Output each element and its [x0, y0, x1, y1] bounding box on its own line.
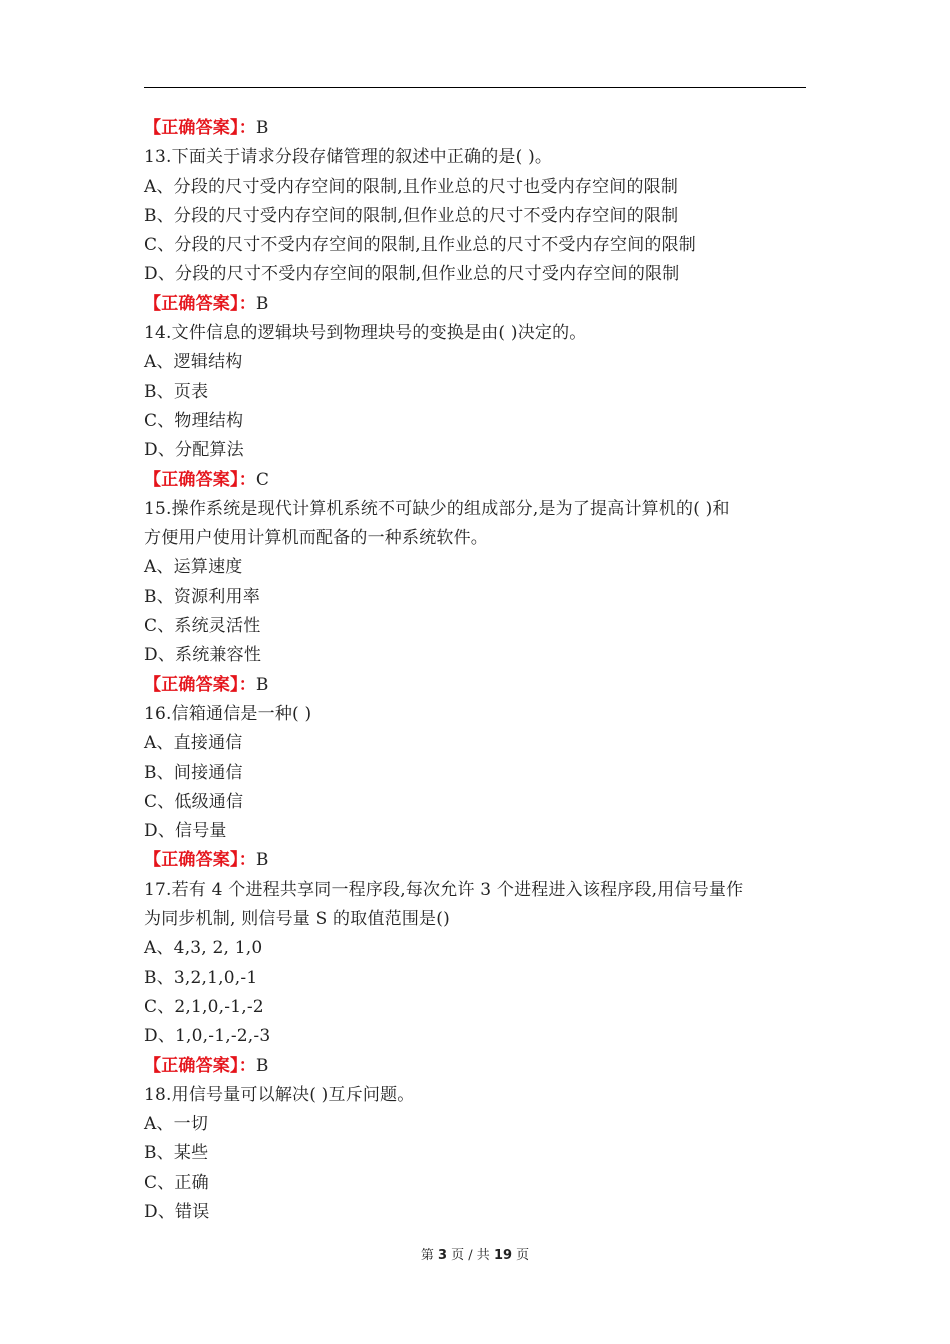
answer-value: C	[255, 469, 270, 490]
answer-line	[144, 290, 808, 319]
answer-label: 【正确答案】：	[144, 469, 256, 490]
option-d: D、1,0,-1,-2,-3	[144, 1026, 271, 1047]
option-b: B、分段的尺寸受内存空间的限制,但作业总的尺寸不受内存空间的限制	[144, 205, 679, 226]
answer-value: B	[255, 293, 269, 314]
current-page-number: 3	[437, 1248, 448, 1263]
answer-label: 【正确答案】：	[144, 850, 256, 871]
footer-prefix: 第	[420, 1248, 438, 1263]
answer-line	[144, 671, 808, 700]
option-c: C、2,1,0,-1,-2	[144, 996, 264, 1017]
answer-label: 【正确答案】：	[144, 674, 256, 695]
option-d: D、信号量	[144, 821, 227, 842]
answer-line	[144, 846, 808, 875]
question-17-continued: 为同步机制, 则信号量 S 的取值范围是()	[144, 909, 450, 930]
question-13: 13.下面关于请求分段存储管理的叙述中正确的是( )。	[144, 147, 553, 168]
answer-line	[144, 114, 808, 143]
question-14: 14.文件信息的逻辑块号到物理块号的变换是由( )决定的。	[144, 323, 587, 344]
total-page-number: 19	[493, 1248, 513, 1263]
option-c: C、分段的尺寸不受内存空间的限制,且作业总的尺寸不受内存空间的限制	[144, 235, 697, 256]
answer-value: B	[255, 674, 269, 695]
question-16: 16.信箱通信是一种( )	[144, 703, 312, 724]
option-b: B、间接通信	[144, 762, 243, 783]
page-content	[144, 114, 808, 1227]
option-d: D、分段的尺寸不受内存空间的限制,但作业总的尺寸受内存空间的限制	[144, 264, 680, 285]
answer-value: B	[255, 118, 269, 138]
option-b: B、页表	[144, 381, 209, 402]
answer-label: 【正确答案】：	[144, 118, 256, 138]
footer-suffix: 页	[512, 1248, 530, 1263]
question-18: 18.用信号量可以解决( )互斥问题。	[144, 1084, 415, 1105]
page-footer	[0, 1244, 950, 1263]
option-d: D、系统兼容性	[144, 645, 262, 666]
option-a: A、4,3, 2, 1,0	[144, 938, 263, 959]
header-rule	[144, 87, 806, 88]
option-c: C、系统灵活性	[144, 616, 261, 637]
option-a: A、分段的尺寸受内存空间的限制,且作业总的尺寸也受内存空间的限制	[144, 176, 679, 197]
option-b: B、某些	[144, 1143, 209, 1164]
footer-middle: 页 / 共	[447, 1248, 494, 1263]
question-17: 17.若有 4 个进程共享同一程序段,每次允许 3 个进程进入该程序段,用信号量作	[144, 879, 744, 900]
answer-label: 【正确答案】：	[144, 1055, 256, 1076]
option-c: C、物理结构	[144, 410, 244, 431]
answer-line	[144, 466, 808, 495]
answer-value: B	[255, 850, 269, 871]
answer-label: 【正确答案】：	[144, 293, 256, 314]
option-c: C、正确	[144, 1172, 209, 1193]
option-d: D、错误	[144, 1201, 210, 1222]
answer-value: B	[255, 1055, 269, 1076]
question-15: 15.操作系统是现代计算机系统不可缺少的组成部分,是为了提高计算机的( )和	[144, 498, 730, 519]
option-c: C、低级通信	[144, 791, 244, 812]
question-15-continued: 方便用户使用计算机而配备的一种系统软件。	[144, 528, 488, 549]
option-a: A、运算速度	[144, 557, 243, 578]
option-b: B、3,2,1,0,-1	[144, 967, 258, 988]
option-a: A、一切	[144, 1114, 209, 1135]
option-b: B、资源利用率	[144, 586, 260, 607]
option-d: D、分配算法	[144, 440, 244, 461]
option-a: A、直接通信	[144, 733, 243, 754]
option-a: A、逻辑结构	[144, 352, 243, 373]
answer-line	[144, 1052, 808, 1081]
